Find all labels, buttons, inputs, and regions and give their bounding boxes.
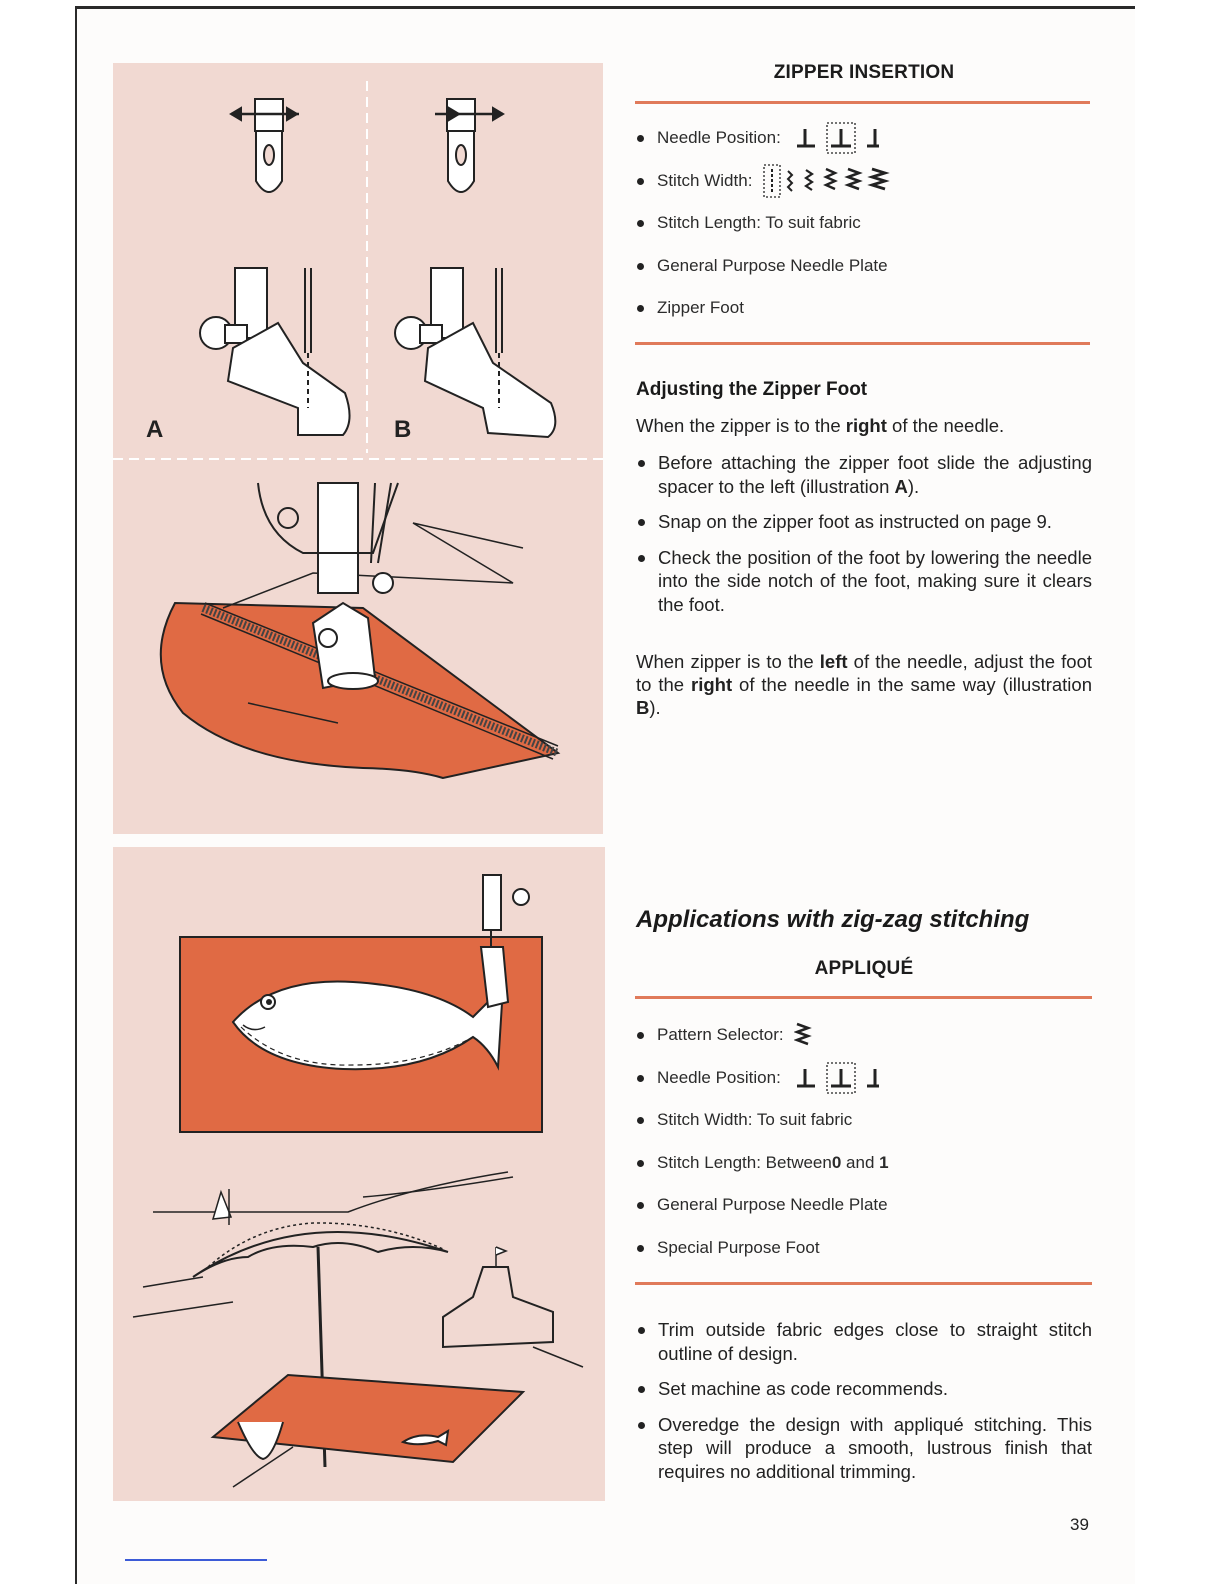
zipper-sewing-drawing: [161, 483, 558, 778]
zipper-step-2: Snap on the zipper foot as instructed on page 9.: [636, 510, 1092, 534]
zipper-outro-text: When zipper is to the left of the needle, adjust the foot to the right of the needle in the same way (illustration B).: [636, 651, 1093, 718]
spec-pattern-selector: Pattern Selector:: [637, 1014, 1093, 1057]
zipper-step-3: Check the position of the foot by lowering the needle into the side notch of the foot, making sure it clears the foot.: [636, 546, 1092, 617]
needle-position-icon: [791, 121, 891, 155]
spec-needle-plate: General Purpose Needle Plate: [637, 1184, 1093, 1227]
spec-needle-position: Needle Position:: [637, 117, 1093, 160]
applique-step-1: Trim outside fabric edges close to straight stitch outline of design.: [636, 1318, 1092, 1365]
applique-step-2: Set machine as code recommends.: [636, 1377, 1092, 1401]
divider-rule: [635, 996, 1092, 999]
applique-heading: APPLIQUÉ: [814, 958, 914, 979]
spec-stitch-width: Stitch Width: To suit fabric: [637, 1099, 1093, 1142]
page-number: 39: [1070, 1515, 1089, 1534]
applique-spec-list: [637, 1014, 1093, 1269]
fish-applique-drawing: [180, 875, 542, 1132]
adjusting-spacer-b-drawing: [435, 99, 503, 192]
applique-step-3: Overedge the design with appliqué stitching. This step will produce a smooth, lustrous finish that requires no additional trimming.: [636, 1413, 1092, 1484]
zipper-foot-a-drawing: [200, 268, 350, 435]
zipper-spec-list: [637, 117, 1093, 330]
spec-zipper-foot: Zipper Foot: [637, 287, 1093, 330]
zigzag-pattern-icon: [794, 1021, 812, 1049]
footer-line: [125, 1559, 267, 1561]
figure-label-b: B: [394, 416, 412, 443]
zipper-foot-illustration: [113, 63, 603, 834]
applique-illustration: [113, 847, 605, 1501]
adjusting-zipper-foot-title: Adjusting the Zipper Foot: [636, 379, 868, 400]
adjusting-spacer-a-drawing: [231, 99, 299, 192]
applique-steps-list: [636, 1318, 1092, 1483]
zipper-steps-list: [636, 451, 1092, 616]
divider-rule: [635, 342, 1090, 345]
beach-scene-drawing: [133, 1172, 583, 1487]
zipper-intro-text: When the zipper is to the right of the needle.: [636, 415, 1005, 436]
spec-stitch-width: Stitch Width:: [637, 160, 1093, 203]
divider-rule: [635, 1282, 1092, 1285]
divider-rule: [635, 101, 1090, 104]
figure-label-a: A: [146, 416, 164, 443]
zipper-step-1: Before attaching the zipper foot slide the adjusting spacer to the left (illustration A).: [636, 451, 1092, 498]
spec-stitch-length: Stitch Length: To suit fabric: [637, 202, 1093, 245]
applications-heading: Applications with zig-zag stitching: [636, 906, 1030, 933]
zipper-foot-b-drawing: [395, 268, 555, 437]
zipper-insertion-heading: ZIPPER INSERTION: [773, 62, 955, 83]
needle-position-icon: [791, 1061, 891, 1095]
spec-needle-plate: General Purpose Needle Plate: [637, 245, 1093, 288]
spec-stitch-length: Stitch Length: Between 0 and 1: [637, 1142, 1093, 1185]
stitch-width-icon: [762, 163, 912, 199]
spec-special-foot: Special Purpose Foot: [637, 1227, 1093, 1270]
spec-needle-position: Needle Position:: [637, 1057, 1093, 1100]
